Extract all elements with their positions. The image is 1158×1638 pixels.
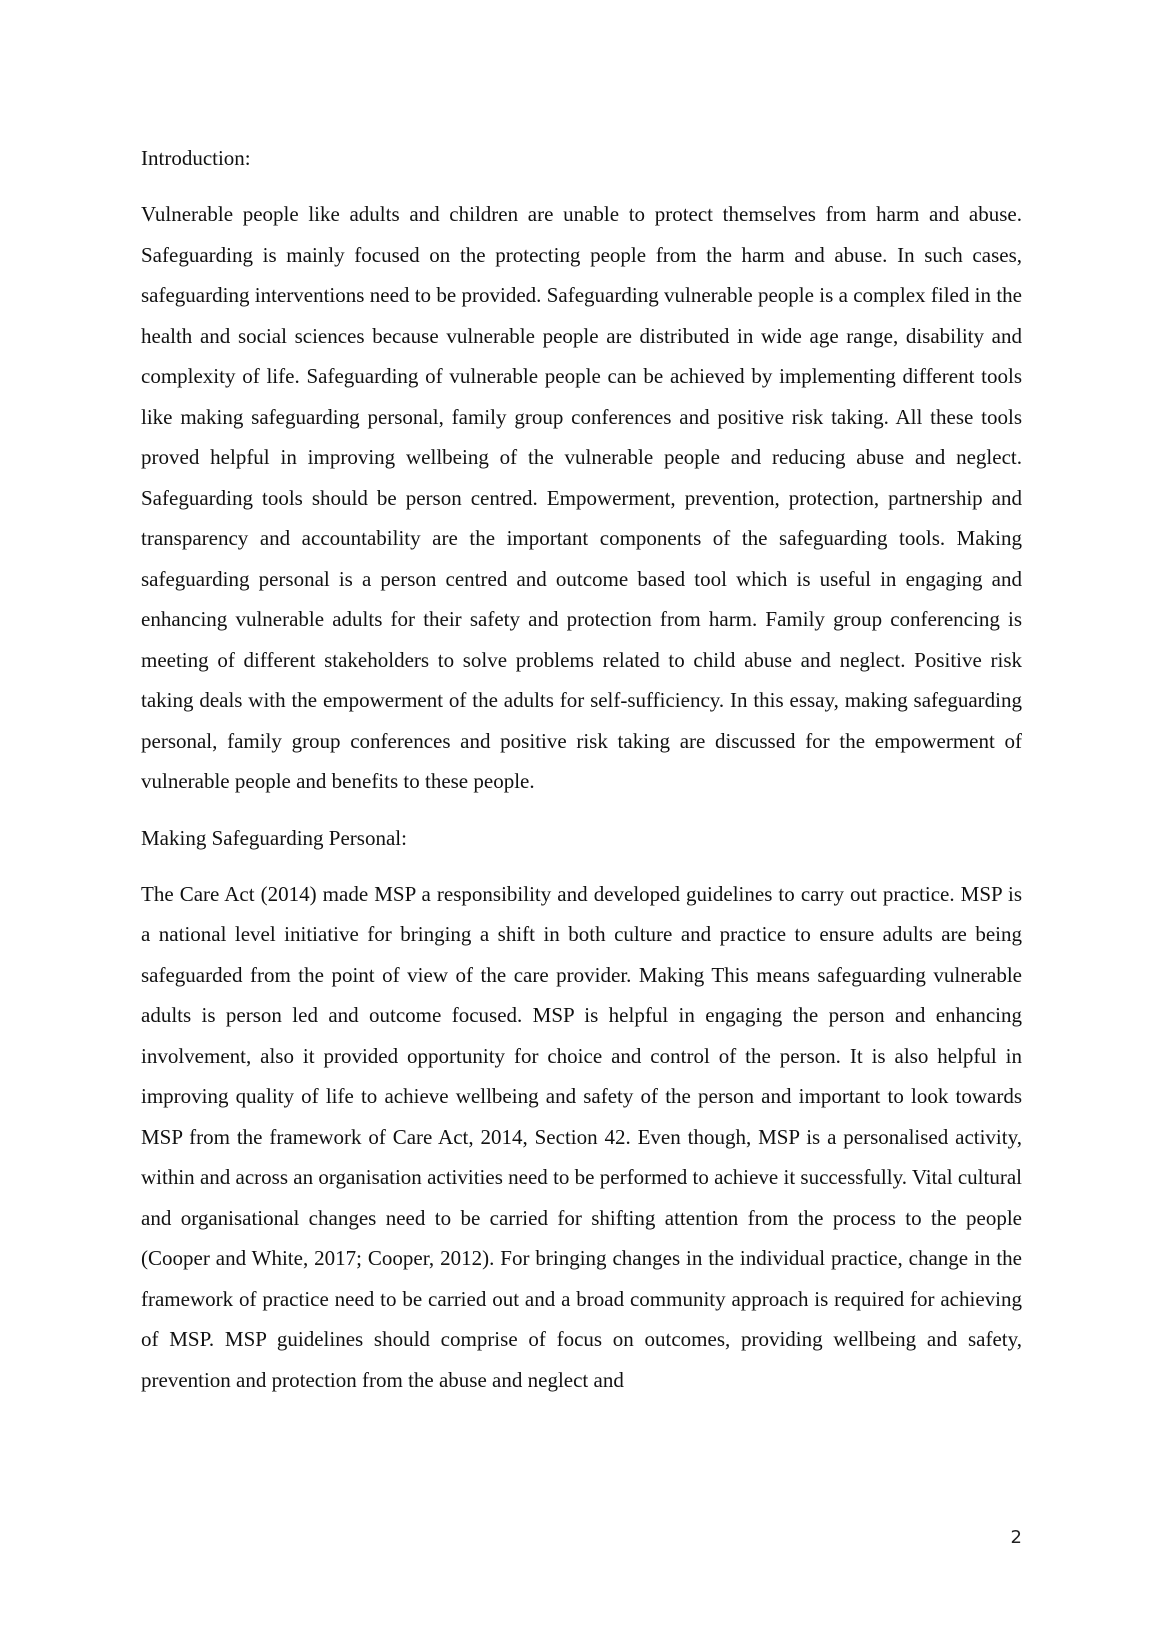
section-heading-making-safeguarding-personal: Making Safeguarding Personal: <box>141 825 407 850</box>
page-content <box>141 138 1022 1416</box>
making-safeguarding-personal-paragraph: The Care Act (2014) made MSP a responsibility and developed guidelines to carry out practice. MSP is a national level initiative for bringing a shift in both culture and practice to ensure adults are being safeguarded from the point of view of the care provider. Making This means safeguarding vulnerable adults is person led and outcome focused. MSP is helpful in engaging the person and enhancing involvement, also it provided opportunity for choice and control of the person. It is also helpful in improving quality of life to achieve wellbeing and safety of the person and important to look towards MSP from the framework of Care Act, 2014, Section 42. Even though, MSP is a personalised activity, within and across an organisation activities need to be performed to achieve it successfully. Vital cultural and organisational changes need to be carried for shifting attention from the process to the people (Cooper and White, 2017; Cooper, 2012). For bringing changes in the individual practice, change in the framework of practice need to be carried out and a broad community approach is required for achieving of MSP. MSP guidelines should comprise of focus on outcomes, providing wellbeing and safety, prevention and protection from the abuse and neglect and <box>141 881 1022 1392</box>
page-number: 2 <box>1010 1527 1022 1548</box>
section-heading-introduction: Introduction: <box>141 146 251 170</box>
introduction-paragraph: Vulnerable people like adults and children are unable to protect themselves from harm and abuse. Safeguarding is mainly focused on the protecting people from the harm and abuse. In such cases, safeguarding interventions need to be provided. Safeguarding vulnerable people is a complex filed in the health and social sciences because vulnerable people are distributed in wide age range, disability and complexity of life. Safeguarding of vulnerable people can be achieved by implementing different tools like making safeguarding personal, family group conferences and positive risk taking. All these tools proved helpful in improving wellbeing of the vulnerable people and reducing abuse and neglect. Safeguarding tools should be person centred. Empowerment, prevention, protection, partnership and transparency and accountability are the important components of the safeguarding tools. Making safeguarding personal is a person centred and outcome based tool which is useful in engaging and enhancing vulnerable adults for their safety and protection from harm. Family group conferencing is meeting of different stakeholders to solve problems related to child abuse and neglect. Positive risk taking deals with the empowerment of the adults for self-sufficiency. In this essay, making safeguarding personal, family group conferences and positive risk taking are discussed for the empowerment of vulnerable people and benefits to these people. <box>141 202 1022 793</box>
